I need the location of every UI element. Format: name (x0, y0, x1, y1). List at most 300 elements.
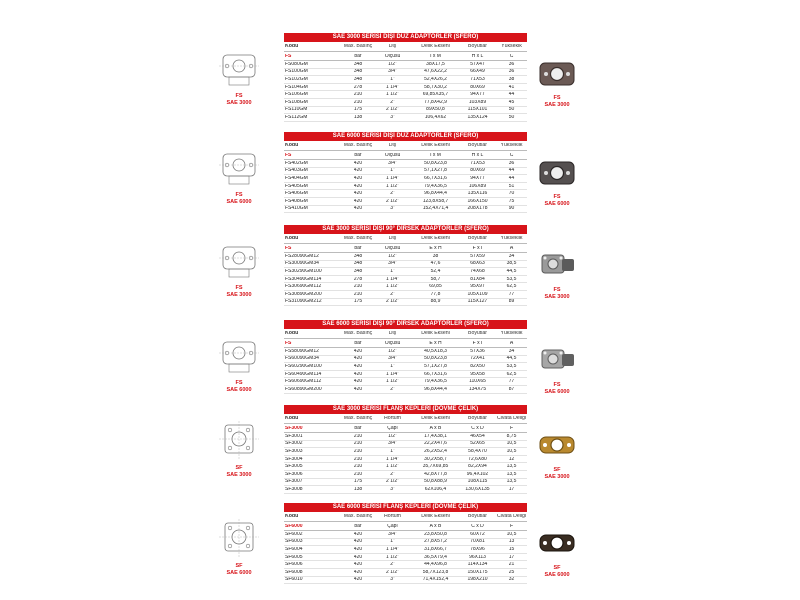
table-cell: 69,85 (429, 284, 442, 290)
table-row (284, 546, 527, 554)
table-title: SAE 3000 SERİSİ DİŞİ 90° DİRSEK ADAPTÖRLER (SFERO) (284, 225, 527, 234)
table-row (284, 114, 527, 122)
table-cell: 71,4X152,4 (422, 577, 449, 583)
label-line: SAE 6000 (544, 388, 570, 395)
column-header: Hortum (383, 415, 401, 421)
right-product-label (532, 467, 582, 480)
column-header: Yüksekik (501, 43, 522, 49)
table-cell: 35,7X69,85 (422, 464, 449, 470)
table-cell: 22,2X47,6 (424, 441, 447, 447)
right-product-label (532, 194, 582, 207)
table-cell: SF6005 (285, 554, 303, 560)
table-cell: 3/4" (388, 160, 397, 166)
column-header: Boyutlar (467, 330, 488, 336)
column-header: Delik Ekseni (421, 43, 450, 49)
table-cell: 15 (508, 546, 515, 552)
table-row (284, 577, 527, 585)
table-cell: 210 (353, 441, 363, 447)
table-cell: 10,5 (506, 531, 517, 537)
table-cell: 82,2X94 (468, 464, 487, 470)
table-row (284, 99, 527, 107)
table-cell: 152,4X71,4 (422, 206, 449, 212)
table-cell: 1" (390, 363, 395, 369)
column-subheader: F x I (472, 245, 483, 251)
table-row (284, 206, 527, 214)
column-subheader: F x I (472, 340, 483, 346)
table-cell: 420 (353, 160, 363, 166)
table-cell: 41 (508, 84, 515, 90)
column-header: Kodu (285, 142, 299, 148)
column-header: Boyutlar (467, 513, 488, 519)
table-cell: FS080GM (285, 61, 308, 67)
column-subheader: FS (285, 53, 292, 59)
table-cell: 420 (353, 191, 363, 197)
column-header: Hortum (383, 513, 401, 519)
label-line: SAE 3000 (226, 471, 252, 478)
spec-table (284, 33, 527, 122)
column-subheader: F (509, 425, 514, 431)
table-cell: SF6010 (285, 577, 303, 583)
table-subheader-row (284, 244, 527, 253)
table-cell: 138 (353, 486, 363, 492)
table-cell: 3/4" (388, 441, 397, 447)
table-title: SAE 3000 SERİSİ DİŞİ DÜZ ADAPTÖRLER (SFERO) (284, 33, 527, 42)
technical-drawing (215, 146, 263, 190)
table-cell: 10,5 (506, 448, 517, 454)
technical-drawing (215, 239, 263, 283)
table-cell: 1 1/2" (386, 554, 399, 560)
table-cell: 57X36 (470, 348, 485, 354)
table-header-row (284, 234, 527, 244)
table-subheader-row (284, 424, 527, 433)
label-line: SAE 6000 (226, 569, 252, 576)
table-row (284, 91, 527, 99)
column-subheader: Çapı (387, 425, 398, 431)
table-header-row (284, 512, 527, 522)
table-cell: 45 (508, 99, 515, 105)
table-row (284, 356, 527, 364)
table-row (284, 276, 527, 284)
table-row (284, 268, 527, 276)
table-cell: 80X69 (470, 168, 485, 174)
column-header: Kodu (285, 513, 299, 519)
table-row (284, 84, 527, 92)
table-cell: 198X210 (467, 577, 488, 583)
table-cell: 31,8X66,7 (424, 546, 447, 552)
table-cell: 103X89 (468, 99, 487, 105)
table-cell: FS60290GM100 (285, 363, 322, 369)
table-cell: 1 1/4" (386, 84, 399, 90)
table-cell: 60X72 (470, 531, 485, 537)
table-cell: 89 (508, 299, 515, 305)
spec-table (284, 320, 527, 394)
table-cell: 278 (353, 276, 363, 282)
table-cell: 210 (353, 284, 363, 290)
table-cell: 70 (508, 191, 515, 197)
table-cell: 12 (508, 456, 515, 462)
column-subheader: SF6000 (285, 523, 303, 529)
spec-table (284, 503, 527, 584)
table-cell: 94X77 (470, 175, 485, 181)
table-title: SAE 6000 SERİSİ DİŞİ 90° DİRSEK ADAPTÖRLER (SFERO) (284, 320, 527, 329)
column-subheader: I x M (430, 53, 441, 59)
table-cell: 2" (390, 99, 395, 105)
table-cell: 95X58 (470, 371, 485, 377)
table-cell: SF6003 (285, 539, 303, 545)
table-cell: 50,8X23,8 (424, 356, 447, 362)
column-subheader: bar (354, 245, 362, 251)
table-cell: FS406GM (285, 191, 308, 197)
product-photo (536, 249, 578, 283)
table-row (284, 463, 527, 471)
table-cell: 36 (508, 61, 515, 67)
column-header: Max. Basınç (343, 513, 373, 519)
table-subheader-row (284, 339, 527, 348)
table-cell: 348 (353, 253, 363, 259)
left-product-label (214, 285, 264, 298)
table-cell: 1 1/2" (386, 464, 399, 470)
table-cell: 17 (508, 486, 515, 492)
column-subheader: bar (354, 340, 362, 346)
table-cell: 82X50 (470, 363, 485, 369)
table-cell: 123,8X58,7 (422, 198, 449, 204)
table-cell: 348 (353, 268, 363, 274)
table-cell: 2" (390, 291, 395, 297)
table-cell: 1" (390, 168, 395, 174)
table-cell: FS102GM (285, 76, 308, 82)
table-cell: 3" (390, 206, 395, 212)
table-cell: SF3001 (285, 433, 303, 439)
table-row (284, 253, 527, 261)
table-cell: 36 (508, 160, 515, 166)
table-row (284, 363, 527, 371)
table-cell: 2" (390, 562, 395, 568)
table-cell: 57,1X27,8 (424, 168, 447, 174)
table-cell: 3" (390, 577, 395, 583)
table-cell: 38 (508, 76, 515, 82)
table-cell: 44 (508, 168, 515, 174)
column-subheader: FS (285, 340, 292, 346)
technical-drawing (215, 419, 263, 463)
table-cell: 10,5 (506, 441, 517, 447)
table-row (284, 168, 527, 176)
technical-drawing (215, 334, 263, 378)
table-cell: 210 (353, 433, 363, 439)
label-line: SAE 3000 (226, 291, 252, 298)
label-line: SF (553, 565, 561, 571)
column-header: Max. Basınç (343, 415, 373, 421)
table-cell: FS106GM (285, 92, 308, 98)
table-cell: 175 (353, 299, 363, 305)
column-subheader: bar (354, 425, 362, 431)
label-line: SAE 6000 (226, 386, 252, 393)
product-photo (536, 57, 578, 91)
table-cell: 13,5 (506, 464, 517, 470)
table-cell: SF6008 (285, 569, 303, 575)
column-subheader: C x D (471, 523, 484, 529)
table-cell: 348 (353, 69, 363, 75)
column-subheader: bar (354, 523, 362, 529)
column-subheader: A x B (429, 523, 442, 529)
table-cell: 52X65 (470, 441, 485, 447)
table-cell: 50 (508, 107, 515, 113)
table-cell: 34 (508, 253, 515, 259)
column-header: Max. Basınç (343, 330, 373, 336)
table-cell: 70X81 (470, 539, 485, 545)
product-photo (536, 344, 578, 378)
column-header: Delik Ekseni (421, 415, 450, 421)
label-line: SAE 6000 (226, 198, 252, 205)
left-product-label (214, 93, 264, 106)
table-cell: 58,7X30,2 (424, 84, 447, 90)
column-header: Delik Ekseni (421, 142, 450, 148)
table-cell: 130,6X135 (465, 486, 490, 492)
table-cell: 66X49 (470, 69, 485, 75)
table-row (284, 160, 527, 168)
table-row (284, 175, 527, 183)
table-cell: 135X116 (467, 191, 488, 197)
table-cell: 23,8X50,8 (424, 531, 447, 537)
table-cell: FS402GM (285, 160, 308, 166)
table-cell: 13 (508, 539, 515, 545)
table-cell: 1" (390, 268, 395, 274)
table-cell: 106X89 (468, 183, 487, 189)
table-cell: SF3005 (285, 464, 303, 470)
table-cell: FS31090GM212 (285, 299, 322, 305)
table-cell: 420 (353, 348, 363, 354)
table-row (284, 433, 527, 441)
column-header: Max. Basınç (343, 43, 373, 49)
table-cell: 36,5X79,4 (424, 554, 447, 560)
table-cell: FS60890GM200 (285, 386, 322, 392)
column-subheader: bar (354, 53, 362, 59)
table-cell: 420 (353, 371, 363, 377)
table-cell: 420 (353, 577, 363, 583)
column-header: Kodu (285, 43, 299, 49)
table-row (284, 486, 527, 494)
table-cell: FS403GM (285, 168, 308, 174)
table-row (284, 107, 527, 115)
label-line: SAE 6000 (544, 200, 570, 207)
table-cell: FS410GM (285, 206, 308, 212)
table-row (284, 386, 527, 394)
label-line: SF (553, 467, 561, 473)
table-cell: 1" (390, 539, 395, 545)
table-cell: 210 (353, 448, 363, 454)
table-cell: 96,8X44,4 (424, 386, 447, 392)
column-subheader: F (509, 523, 514, 529)
column-subheader: FS (285, 245, 292, 251)
table-cell: 420 (353, 168, 363, 174)
table-cell: 72,6X80 (468, 456, 487, 462)
table-cell: 38X17,5 (426, 61, 445, 67)
column-subheader: bar (354, 152, 362, 158)
table-cell: FS60690GM112 (285, 379, 322, 385)
label-line: SAE 3000 (544, 101, 570, 108)
table-cell: 30,2X58,7 (424, 456, 447, 462)
table-cell: 1/2" (388, 61, 397, 67)
table-row (284, 561, 527, 569)
table-cell: 52,4X26,2 (424, 76, 447, 82)
table-title: SAE 3000 SERİSİ FLANŞ KEPLERİ (DÖVME ÇELİK) (284, 405, 527, 414)
table-row (284, 456, 527, 464)
table-subheader-row (284, 151, 527, 160)
table-cell: 78X96 (470, 546, 485, 552)
table-cell: 50,8X88,9 (424, 479, 447, 485)
table-cell: 3" (390, 114, 395, 120)
table-cell: 77,8X42,9 (424, 99, 447, 105)
table-cell: 21 (508, 562, 515, 568)
table-cell: 114X134 (467, 562, 488, 568)
table-cell: 106,4X62 (424, 114, 447, 120)
table-cell: 74X68 (470, 268, 485, 274)
table-cell: 88,9 (430, 299, 441, 305)
table-cell: 47,6X22,2 (424, 69, 447, 75)
table-cell: 138 (353, 114, 363, 120)
left-product-label (214, 563, 264, 576)
table-row (284, 448, 527, 456)
column-subheader: C (509, 53, 514, 59)
table-row (284, 190, 527, 198)
table-cell: 420 (353, 363, 363, 369)
table-cell: 420 (353, 531, 363, 537)
table-cell: 57X59 (470, 253, 485, 259)
label-line: FS (553, 95, 561, 101)
table-cell: 44 (508, 92, 515, 98)
table-cell: 77 (508, 291, 515, 297)
table-cell: SF3004 (285, 456, 303, 462)
table-row (284, 291, 527, 299)
table-cell: 3" (390, 486, 395, 492)
table-cell: 27,8X57,2 (424, 539, 447, 545)
table-cell: SF3008 (285, 486, 303, 492)
table-row (284, 378, 527, 386)
table-cell: 3/4" (388, 69, 397, 75)
table-cell: 38 (432, 253, 439, 259)
column-header: Boyutlar (467, 43, 488, 49)
table-cell: 58,7 (430, 276, 441, 282)
column-header: Delik Ekseni (421, 513, 450, 519)
table-cell: 80X69 (470, 84, 485, 90)
table-title: SAE 6000 SERİSİ DİŞİ DÜZ ADAPTÖRLER (SFERO) (284, 132, 527, 141)
table-cell: FS408GM (285, 198, 308, 204)
label-line: SAE 6000 (544, 571, 570, 578)
table-cell: 96X113 (469, 554, 486, 560)
table-cell: 348 (353, 61, 363, 67)
table-cell: 34 (508, 348, 515, 354)
table-cell: 420 (353, 562, 363, 568)
table-cell: 1/2" (388, 348, 397, 354)
table-cell: 44,5 (506, 268, 517, 274)
column-header: Diş (388, 43, 397, 49)
technical-drawing (215, 517, 263, 561)
table-cell: 46X54 (470, 433, 485, 439)
table-cell: 53,5 (506, 363, 517, 369)
column-subheader: SF3000 (285, 425, 303, 431)
table-cell: 2" (390, 191, 395, 197)
column-header: Diş (388, 142, 397, 148)
table-row (284, 61, 527, 69)
table-cell: 81X84 (470, 276, 485, 282)
column-subheader: A (509, 245, 514, 251)
column-header: Kodu (285, 235, 299, 241)
table-cell: 3/4" (388, 356, 397, 362)
column-header: Boyutlar (467, 142, 488, 148)
table-cell: 105X109 (467, 291, 488, 297)
table-cell: 166X150 (467, 198, 488, 204)
table-cell: SF3003 (285, 448, 303, 454)
column-header: Boyutlar (467, 235, 488, 241)
table-cell: 51 (508, 183, 515, 189)
table-cell: 1 1/4" (386, 276, 399, 282)
right-product-label (532, 565, 582, 578)
table-cell: 79,4X36,5 (424, 379, 447, 385)
table-cell: 348 (353, 76, 363, 82)
table-cell: 17 (508, 554, 515, 560)
table-cell: 57,1X27,8 (424, 363, 447, 369)
table-cell: FS28090GM12 (285, 253, 319, 259)
label-line: SAE 3000 (544, 473, 570, 480)
table-cell: 40,5X18,3 (424, 348, 447, 354)
column-subheader: E x H (429, 340, 442, 346)
table-cell: 2 1/2" (386, 479, 399, 485)
table-cell: 210 (353, 92, 363, 98)
table-cell: 2" (390, 386, 395, 392)
spec-table (284, 405, 527, 494)
table-cell: 420 (353, 379, 363, 385)
table-cell: 115X127 (467, 299, 488, 305)
table-title: SAE 6000 SERİSİ FLANŞ KEPLERİ (DÖVME ÇELİK) (284, 503, 527, 512)
table-cell: 75 (508, 198, 515, 204)
table-cell: 420 (353, 386, 363, 392)
table-cell: 77 (508, 379, 515, 385)
table-row (284, 348, 527, 356)
table-cell: 1 1/4" (386, 175, 399, 181)
table-cell: 134X75 (468, 386, 487, 392)
label-line: FS (235, 380, 243, 386)
table-cell: SF3002 (285, 441, 303, 447)
table-cell: 66,7X31,6 (424, 371, 447, 377)
table-cell: 58,7X123,8 (422, 569, 449, 575)
column-subheader: Çapı (387, 523, 398, 529)
table-cell: 1/2" (388, 433, 397, 439)
table-cell: 2" (390, 471, 395, 477)
table-cell: 420 (353, 198, 363, 204)
label-line: SAE 3000 (544, 293, 570, 300)
table-cell: 53,5 (506, 276, 517, 282)
label-line: SAE 3000 (226, 99, 252, 106)
table-cell: 175 (353, 107, 363, 113)
label-line: SF (235, 465, 243, 471)
table-cell: 57X47 (470, 61, 485, 67)
table-cell: 420 (353, 356, 363, 362)
table-cell: 8,75 (506, 433, 517, 439)
table-cell: 208X178 (467, 206, 488, 212)
table-cell: 13,5 (506, 471, 517, 477)
table-row (284, 441, 527, 449)
table-cell: 135X124 (467, 114, 488, 120)
table-cell: 68X63 (470, 261, 485, 267)
table-cell: 25 (508, 569, 515, 575)
table-cell: 71X53 (470, 160, 485, 166)
table-cell: 210 (353, 464, 363, 470)
column-subheader: I x M (430, 152, 441, 158)
table-cell: 150X175 (467, 569, 488, 575)
table-cell: 278 (353, 84, 363, 90)
table-cell: 1/2" (388, 253, 397, 259)
table-cell: FS404GM (285, 175, 308, 181)
table-cell: 420 (353, 569, 363, 575)
